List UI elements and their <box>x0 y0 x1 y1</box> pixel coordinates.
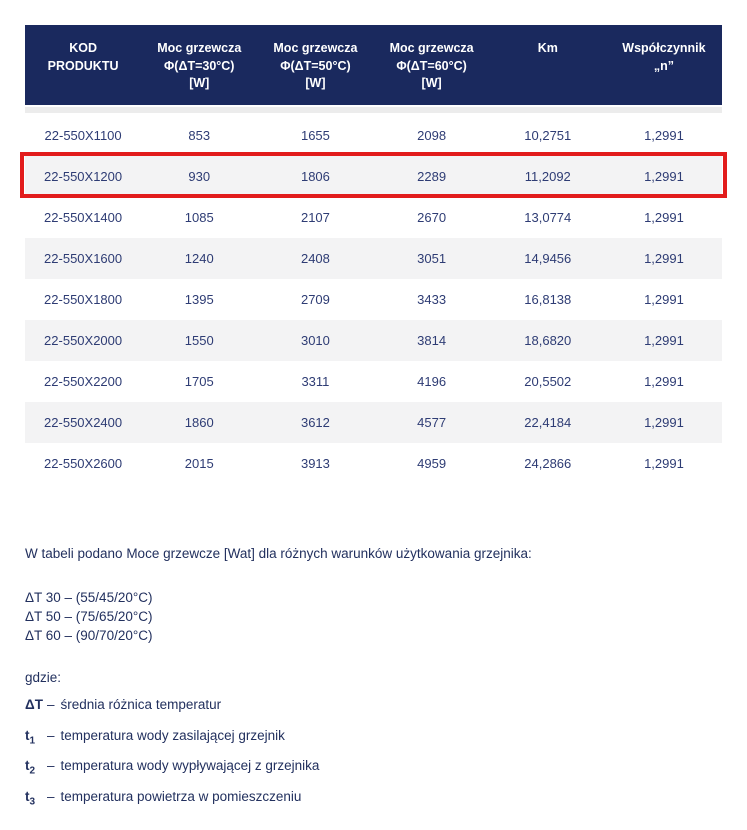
value-cell: 2289 <box>417 169 447 184</box>
value-cell: 2098 <box>417 128 447 143</box>
product-code-cell: 22-550X2200 <box>44 374 123 389</box>
column-header: Moc grzewcza Φ(ΔT=60°C) [W] <box>389 41 474 90</box>
column-header: Moc grzewcza Φ(ΔT=30°C) [W] <box>157 41 242 90</box>
value-cell: 1,2991 <box>644 415 684 430</box>
delta-line: ΔT 30 – (55/45/20°C) <box>25 590 153 605</box>
definition-line <box>25 790 532 810</box>
value-cell: 1705 <box>184 374 214 389</box>
value-cell: 1240 <box>184 251 214 266</box>
product-code-cell: 22-550X1400 <box>44 210 123 225</box>
notes-where-label: gdzie: <box>25 670 62 685</box>
delta-line: ΔT 60 – (90/70/20°C) <box>25 628 153 643</box>
value-cell: 1085 <box>184 210 214 225</box>
value-cell: 1,2991 <box>644 374 684 389</box>
value-cell: 1,2991 <box>644 169 684 184</box>
product-code-cell: 22-550X1600 <box>44 251 123 266</box>
notes-intro: W tabeli podano Moce grzewcze [Wat] dla różnych warunków użytkowania grzejnika: <box>25 546 532 561</box>
column-header: Współczynnik „n” <box>622 41 706 73</box>
table-row <box>25 279 722 320</box>
value-cell: 2107 <box>300 210 330 225</box>
product-code-cell: 22-550X2000 <box>44 333 123 348</box>
table-row <box>25 402 722 443</box>
value-cell: 1,2991 <box>644 292 684 307</box>
value-cell: 1,2991 <box>644 333 684 348</box>
value-cell: 1,2991 <box>644 210 684 225</box>
value-cell: 1395 <box>184 292 214 307</box>
value-cell: 3913 <box>300 456 330 471</box>
definition-dash: – <box>47 758 55 774</box>
definition-term: $t_1$ <box>25 727 36 747</box>
value-cell: 3433 <box>417 292 447 307</box>
definition-line <box>25 759 532 779</box>
column-header: Km <box>537 41 558 55</box>
definition-line <box>25 698 532 718</box>
table-body <box>25 115 722 484</box>
definition-term: $t_2$ <box>25 758 36 778</box>
value-cell: 1550 <box>184 333 214 348</box>
definition-desc: temperatura powietrza w pomieszczeniu <box>60 789 302 805</box>
value-cell: 20,5502 <box>524 374 572 389</box>
value-cell: 3612 <box>300 415 330 430</box>
value-cell: 16,8138 <box>524 292 572 307</box>
notes-section <box>25 546 532 810</box>
value-cell: 3010 <box>300 333 330 348</box>
value-cell: 1,2991 <box>644 456 684 471</box>
definition-dash: – <box>47 697 55 712</box>
value-cell: 4959 <box>417 456 447 471</box>
value-cell: 1806 <box>300 169 330 184</box>
table-row <box>25 320 722 361</box>
value-cell: 2408 <box>300 251 330 266</box>
definition-line <box>25 729 532 749</box>
value-cell: 2015 <box>184 456 214 471</box>
product-code-cell: 22-550X2600 <box>44 456 123 471</box>
value-cell: 3051 <box>417 251 447 266</box>
definition-dash: – <box>47 727 55 743</box>
value-cell: 22,4184 <box>524 415 572 430</box>
definition-desc: temperatura wody zasilającej grzejnik <box>60 727 285 743</box>
value-cell: 3311 <box>301 374 330 389</box>
header-divider-strip <box>25 107 722 113</box>
value-cell: 1,2991 <box>644 128 684 143</box>
column-header: KOD PRODUKTU <box>47 41 119 73</box>
table-row <box>25 361 722 402</box>
value-cell: 2670 <box>417 210 447 225</box>
value-cell: 4196 <box>417 374 447 389</box>
delta-line: ΔT 50 – (75/65/20°C) <box>25 609 153 624</box>
product-code-cell: 22-550X1200 <box>44 169 123 184</box>
value-cell: 2709 <box>300 292 330 307</box>
value-cell: 10,2751 <box>524 128 572 143</box>
value-cell: 13,0774 <box>524 210 572 225</box>
table-row <box>25 443 722 484</box>
table-row <box>25 115 722 156</box>
product-code-cell: 22-550X1800 <box>44 292 123 307</box>
definition-term: $t_3$ <box>25 789 36 808</box>
value-cell: 11,2092 <box>524 169 571 184</box>
product-power-table <box>25 25 722 484</box>
value-cell: 1860 <box>184 415 214 430</box>
value-cell: 24,2866 <box>524 456 572 471</box>
value-cell: 3814 <box>417 333 447 348</box>
product-code-cell: 22-550X2400 <box>44 415 123 430</box>
product-code-cell: 22-550X1100 <box>44 128 122 143</box>
definition-desc: temperatura wody wypływającej z grzejnika <box>60 758 320 774</box>
table-row <box>25 238 722 279</box>
table-row <box>25 197 722 238</box>
value-cell: 930 <box>188 169 211 184</box>
table-header-row <box>25 25 722 105</box>
value-cell: 4577 <box>417 415 447 430</box>
value-cell: 14,9456 <box>524 251 572 266</box>
value-cell: 18,6820 <box>524 333 572 348</box>
definition-desc: średnia różnica temperatur <box>60 697 222 712</box>
value-cell: 1655 <box>300 128 330 143</box>
delta-conditions <box>25 588 532 645</box>
definitions-list <box>25 698 532 810</box>
definition-dash: – <box>47 789 55 805</box>
table-row-highlighted <box>25 156 722 197</box>
value-cell: 853 <box>188 128 211 143</box>
definition-term: ΔT <box>25 697 43 712</box>
column-header: Moc grzewcza Φ(ΔT=50°C) [W] <box>273 41 358 90</box>
value-cell: 1,2991 <box>644 251 684 266</box>
